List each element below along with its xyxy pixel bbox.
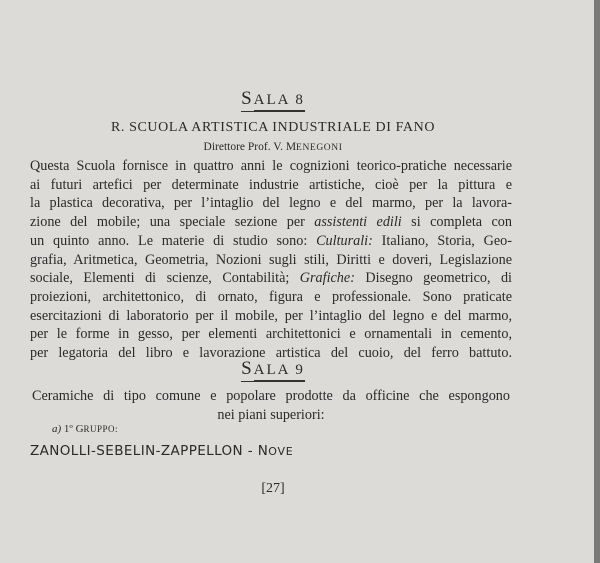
text-line: zione del mobile; una speciale sezione per assistenti edili si completa con — [30, 214, 512, 231]
text-line: Ceramiche di tipo comune e popolare prodotte da officine che espongono — [32, 388, 510, 404]
school-description — [30, 157, 512, 363]
italic-term: Culturali: — [316, 232, 373, 249]
text-line: proiezioni, architettonico, di ornato, figura e professionale. Sono praticate — [30, 288, 512, 305]
director-line: Direttore Prof. V. MENEGONI — [203, 141, 343, 153]
text-line: sociale, Elementi di scienze, Contabilità; Grafiche: Disegno geometrico, di — [30, 270, 512, 287]
exhibitor-name: ZANOLLI-SEBELIN-ZAPPELLON - NOVE — [30, 443, 294, 459]
section-heading-sala-8 — [0, 88, 546, 110]
text-line: per le forme in gesso, per elementi architettonici e ornamentali in cemento, — [30, 326, 512, 343]
section-heading-sala-9 — [0, 358, 546, 380]
text-line: un quinto anno. Le materie di studio sono: Culturali: Italiano, Storia, Geo- — [30, 232, 512, 249]
text-line: ai futuri artefici per determinate industrie artistiche, cioè per la pittura e — [30, 176, 512, 193]
italic-term: Grafiche: — [299, 270, 355, 287]
group-label: a) 1º GRUPPO: — [52, 423, 119, 435]
text-line: esercitazioni di laboratorio per il mobile, per l’intaglio del legno e del marmo, — [30, 307, 512, 324]
text-line: per legatoria del libro e lavorazione artistica del cuoio, del ferro battuto. — [30, 345, 512, 362]
ceramics-description — [32, 387, 510, 424]
sala-9-title: SALA 9 — [241, 358, 305, 382]
text-line: grafia, Aritmetica, Geometria, Nozioni sugli stili, Diritti e doveri, Legislazione — [30, 251, 512, 268]
text-line: Questa Scuola fornisce in quattro anni le cognizioni teorico-pratiche necessarie — [30, 158, 512, 174]
italic-term: assistenti edili — [314, 214, 402, 231]
page-edge — [594, 0, 600, 563]
text-line: la plastica decorativa, per l’intaglio del legno e del marmo, per la lavora- — [30, 195, 512, 212]
school-name: R. SCUOLA ARTISTICA INDUSTRIALE DI FANO — [110, 120, 436, 135]
text-line: nei piani superiori: — [217, 406, 325, 423]
page-number: [27] — [261, 481, 285, 496]
sala-8-title: SALA 8 — [241, 88, 305, 112]
